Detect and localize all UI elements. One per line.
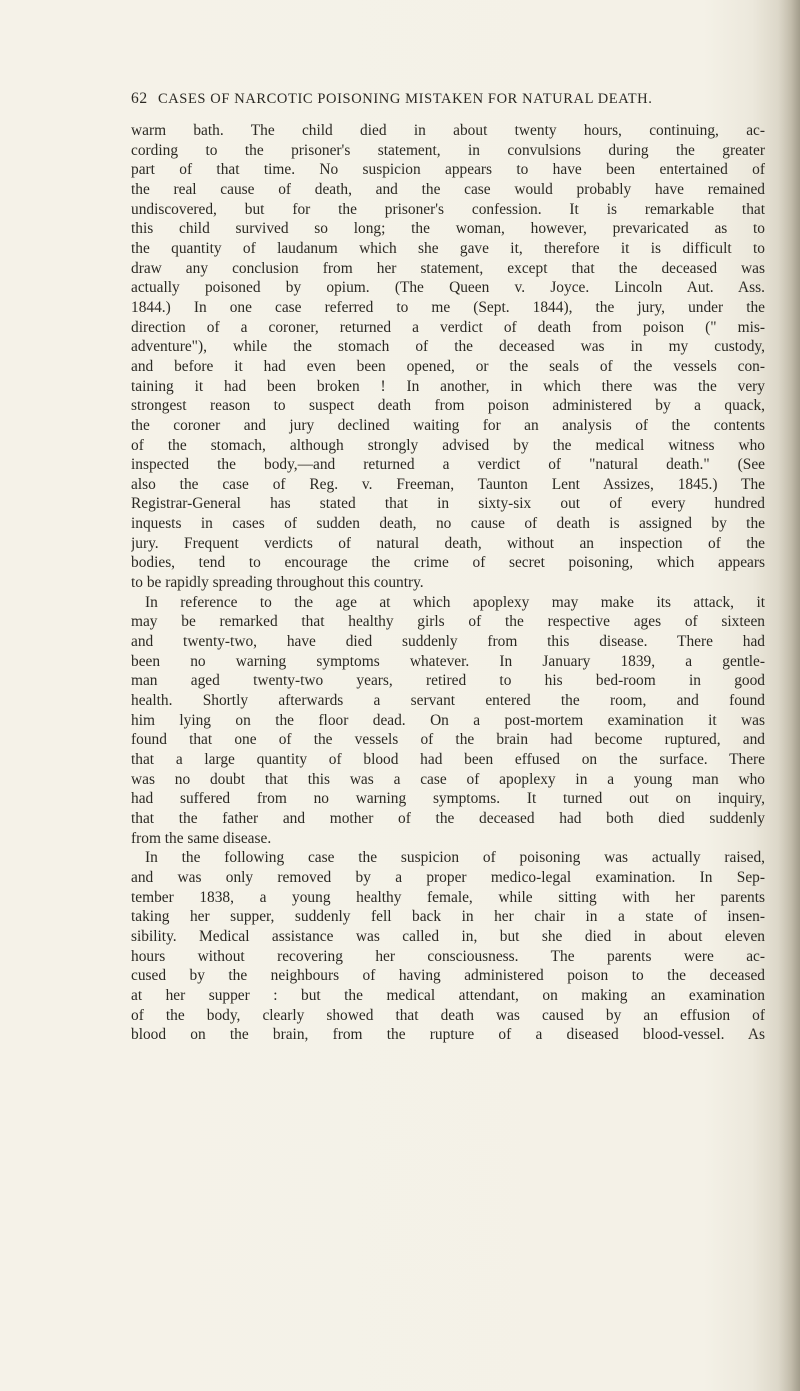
text-line: had suffered from no warning symptoms. It turned out on inquiry, [131,790,765,808]
text-line: inspected the body,—and returned a verdict of "natural death." (See [131,456,765,474]
text-line: of the stomach, although strongly advised by the medical witness who [131,436,765,454]
text-line: found that one of the vessels of the brain had become ruptured, and [131,731,765,749]
text-line: at her supper : but the medical attendant, on making an examination [131,986,765,1004]
running-head-title: CASES OF NARCOTIC POISONING MISTAKEN FOR NATURAL DEATH. [157,91,653,107]
text-line: cused by the neighbours of having administered poison to the deceased [131,967,765,985]
page-number: 62 [131,90,148,107]
text-line: In the following case the suspicion of poisoning was actually raised, [145,849,765,867]
text-line: jury. Frequent verdicts of natural death, without an inspection of the [131,534,765,552]
text-line: cording to the prisoner's statement, in convulsions during the greater [131,141,765,159]
text-line: adventure"), while the stomach of the deceased was in my custody, [131,338,765,356]
text-line: him lying on the floor dead. On a post-mortem examination it was [131,711,765,729]
text-line: In reference to the age at which apoplexy may make its attack, it [145,593,765,611]
text-line: that the father and mother of the deceased had both died suddenly [131,809,765,827]
text-line: health. Shortly afterwards a servant entered the room, and found [131,692,765,710]
page-edge-shadow [778,0,800,1391]
text-line: to be rapidly spreading throughout this country. [131,574,424,592]
text-line: tember 1838, a young healthy female, while sitting with her parents [131,888,765,906]
text-line: may be remarked that healthy girls of the respective ages of sixteen [131,613,765,631]
text-line: the coroner and jury declined waiting for an analysis of the contents [131,416,765,434]
text-line: Registrar-General has stated that in sixty-six out of every hundred [131,495,765,513]
text-line: warm bath. The child died in about twenty hours, continuing, ac- [131,122,765,139]
text-line: strongest reason to suspect death from poison administered by a quack, [131,397,765,415]
text-line: that a large quantity of blood had been effused on the surface. There [131,751,765,768]
text-line: hours without recovering her consciousness. The parents were ac- [131,947,765,965]
text-line: blood on the brain, from the rupture of a diseased blood-vessel. As [131,1026,765,1044]
text-line: been no warning symptoms whatever. In January 1839, a gentle- [131,652,765,670]
text-line: sibility. Medical assistance was called in, but she died in about eleven [131,927,765,945]
text-line: part of that time. No suspicion appears to have been entertained of [131,161,765,179]
text-line: and twenty-two, have died suddenly from this disease. There had [131,633,765,651]
text-line: man aged twenty-two years, retired to his bed-room in good [131,672,765,690]
running-head [131,90,771,112]
text-line: taining it had been broken ! In another, in which there was the very [131,377,765,395]
text-line: bodies, tend to encourage the crime of secret poisoning, which appears [131,554,765,572]
text-line: and was only removed by a proper medico-legal examination. In Sep- [131,868,765,886]
text-line: from the same disease. [131,829,272,847]
text-line: the quantity of laudanum which she gave it, therefore it is difficult to [131,239,765,257]
text-line: undiscovered, but for the prisoner's confession. It is remarkable that [131,200,765,218]
text-line: the real cause of death, and the case would probably have remained [131,180,765,198]
text-line: actually poisoned by opium. (The Queen v. Joyce. Lincoln Aut. Ass. [131,279,765,297]
text-line: draw any conclusion from her statement, except that the deceased was [131,259,765,277]
text-line: and before it had even been opened, or the seals of the vessels con- [131,357,765,375]
body-text [131,121,765,1045]
text-line: this child survived so long; the woman, however, prevaricated as to [131,220,765,238]
text-line: inquests in cases of sudden death, no cause of death is assigned by the [131,515,765,533]
text-line: also the case of Reg. v. Freeman, Taunton Lent Assizes, 1845.) The [131,475,765,493]
text-line: 1844.) In one case referred to me (Sept. 1844), the jury, under the [131,298,765,316]
text-line: was no doubt that this was a case of apoplexy in a young man who [131,770,765,788]
text-line: direction of a coroner, returned a verdict of death from poison (" mis- [131,318,765,336]
text-line: taking her supper, suddenly fell back in her chair in a state of insen- [131,908,765,926]
text-line: of the body, clearly showed that death was caused by an effusion of [131,1006,765,1024]
